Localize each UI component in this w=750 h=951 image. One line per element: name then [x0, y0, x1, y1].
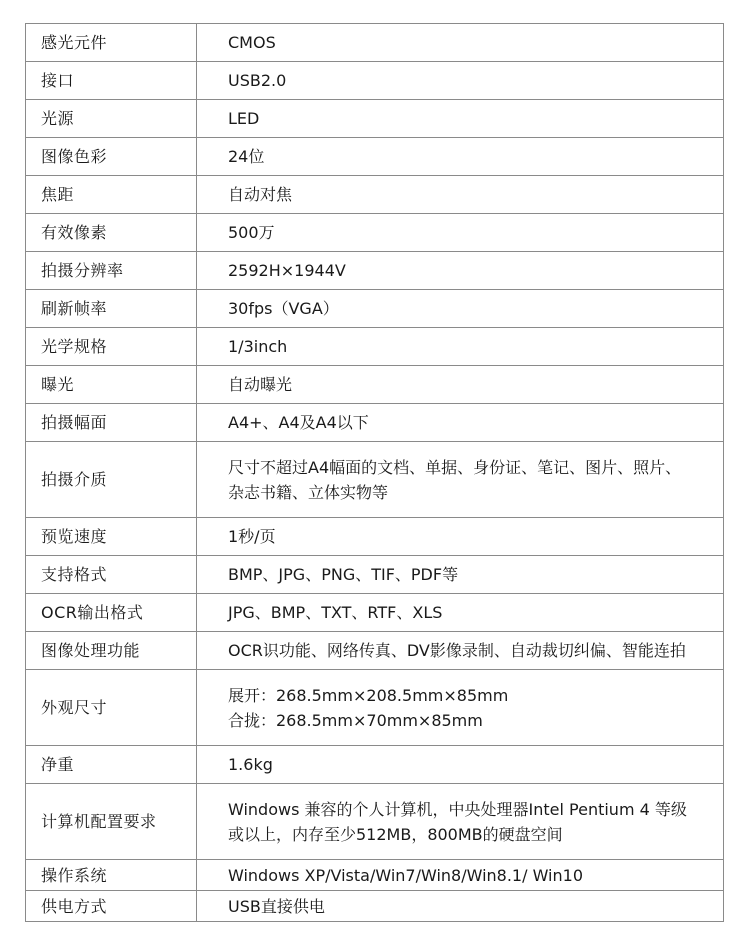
- spec-value-line: USB直接供电: [228, 896, 325, 916]
- spec-value: [197, 594, 724, 632]
- spec-label: 拍摄介质: [26, 442, 197, 518]
- spec-value: [197, 860, 724, 891]
- spec-value: [197, 62, 724, 100]
- spec-table-body: [26, 24, 724, 922]
- spec-value-line: 1秒/页: [228, 527, 276, 546]
- spec-row: [26, 62, 724, 100]
- spec-value-line: 1.6kg: [228, 755, 273, 774]
- spec-value-line: OCR识功能、网络传真、DV影像录制、自动裁切纠偏、智能连拍: [228, 641, 686, 660]
- spec-value: [197, 138, 724, 176]
- spec-value-line: CMOS: [228, 33, 276, 52]
- spec-value: [197, 632, 724, 670]
- spec-value: [197, 24, 724, 62]
- spec-row: [26, 632, 724, 670]
- spec-label: 接口: [26, 62, 197, 100]
- spec-row: [26, 328, 724, 366]
- spec-row: [26, 860, 724, 891]
- spec-label: 拍摄分辨率: [26, 252, 197, 290]
- spec-value: [197, 404, 724, 442]
- spec-value-line: 合拢：268.5mm×70mm×85mm: [228, 710, 483, 730]
- spec-label: 支持格式: [26, 556, 197, 594]
- spec-label: OCR输出格式: [26, 594, 197, 632]
- spec-row: [26, 138, 724, 176]
- spec-row: [26, 252, 724, 290]
- spec-row: [26, 290, 724, 328]
- spec-label: 光学规格: [26, 328, 197, 366]
- spec-value: [197, 328, 724, 366]
- spec-value-line: 2592H×1944V: [228, 261, 346, 280]
- spec-label: 预览速度: [26, 518, 197, 556]
- spec-value-line: LED: [228, 109, 260, 128]
- spec-label: 外观尺寸: [26, 670, 197, 746]
- spec-row: [26, 784, 724, 860]
- spec-value: [197, 366, 724, 404]
- spec-value-line: 1/3inch: [228, 337, 288, 356]
- spec-table: [25, 23, 724, 922]
- spec-value: [197, 556, 724, 594]
- spec-value-line: 自动对焦: [228, 185, 293, 204]
- spec-label: 光源: [26, 100, 197, 138]
- spec-value-line: Windows XP/Vista/Win7/Win8/Win8.1/ Win10: [228, 865, 583, 885]
- spec-value-line: 自动曝光: [228, 375, 293, 394]
- spec-label: 感光元件: [26, 24, 197, 62]
- spec-label: 净重: [26, 746, 197, 784]
- spec-row: [26, 594, 724, 632]
- spec-value-line: 500万: [228, 223, 275, 242]
- spec-row: [26, 366, 724, 404]
- spec-value: [197, 442, 724, 518]
- spec-row: [26, 404, 724, 442]
- spec-label: 操作系统: [26, 860, 197, 891]
- spec-label: 拍摄幅面: [26, 404, 197, 442]
- spec-value-line: 或以上，内存至少512MB，800MB的硬盘空间: [228, 824, 563, 844]
- spec-label: 供电方式: [26, 891, 197, 922]
- spec-value: [197, 214, 724, 252]
- spec-value-line: A4+、A4及A4以下: [228, 413, 369, 432]
- spec-value-line: 尺寸不超过A4幅面的文档、单据、身份证、笔记、图片、照片、: [228, 457, 682, 477]
- spec-value: [197, 784, 724, 860]
- spec-value-line: BMP、JPG、PNG、TIF、PDF等: [228, 565, 459, 584]
- spec-label: 曝光: [26, 366, 197, 404]
- spec-row: [26, 100, 724, 138]
- spec-label: 有效像素: [26, 214, 197, 252]
- spec-value: [197, 746, 724, 784]
- spec-value: [197, 670, 724, 746]
- spec-row: [26, 670, 724, 746]
- spec-label: 计算机配置要求: [26, 784, 197, 860]
- spec-value-line: USB2.0: [228, 71, 287, 90]
- spec-value: [197, 100, 724, 138]
- spec-value-line: 30fps（VGA）: [228, 299, 339, 318]
- spec-row: [26, 214, 724, 252]
- spec-value: [197, 176, 724, 214]
- spec-label: 焦距: [26, 176, 197, 214]
- spec-row: [26, 556, 724, 594]
- spec-row: [26, 518, 724, 556]
- spec-value-line: 杂志书籍、立体实物等: [228, 482, 389, 502]
- spec-value: [197, 252, 724, 290]
- spec-value-line: JPG、BMP、TXT、RTF、XLS: [228, 603, 443, 622]
- spec-label: 刷新帧率: [26, 290, 197, 328]
- spec-label: 图像色彩: [26, 138, 197, 176]
- spec-row: [26, 442, 724, 518]
- spec-value: [197, 518, 724, 556]
- spec-row: [26, 891, 724, 922]
- spec-row: [26, 24, 724, 62]
- spec-value: [197, 290, 724, 328]
- spec-row: [26, 746, 724, 784]
- spec-value: [197, 891, 724, 922]
- spec-label: 图像处理功能: [26, 632, 197, 670]
- spec-value-line: 24位: [228, 147, 265, 166]
- spec-value-line: Windows 兼容的个人计算机，中央处理器Intel Pentium 4 等级: [228, 799, 687, 819]
- spec-value-line: 展开：268.5mm×208.5mm×85mm: [228, 685, 509, 705]
- spec-row: [26, 176, 724, 214]
